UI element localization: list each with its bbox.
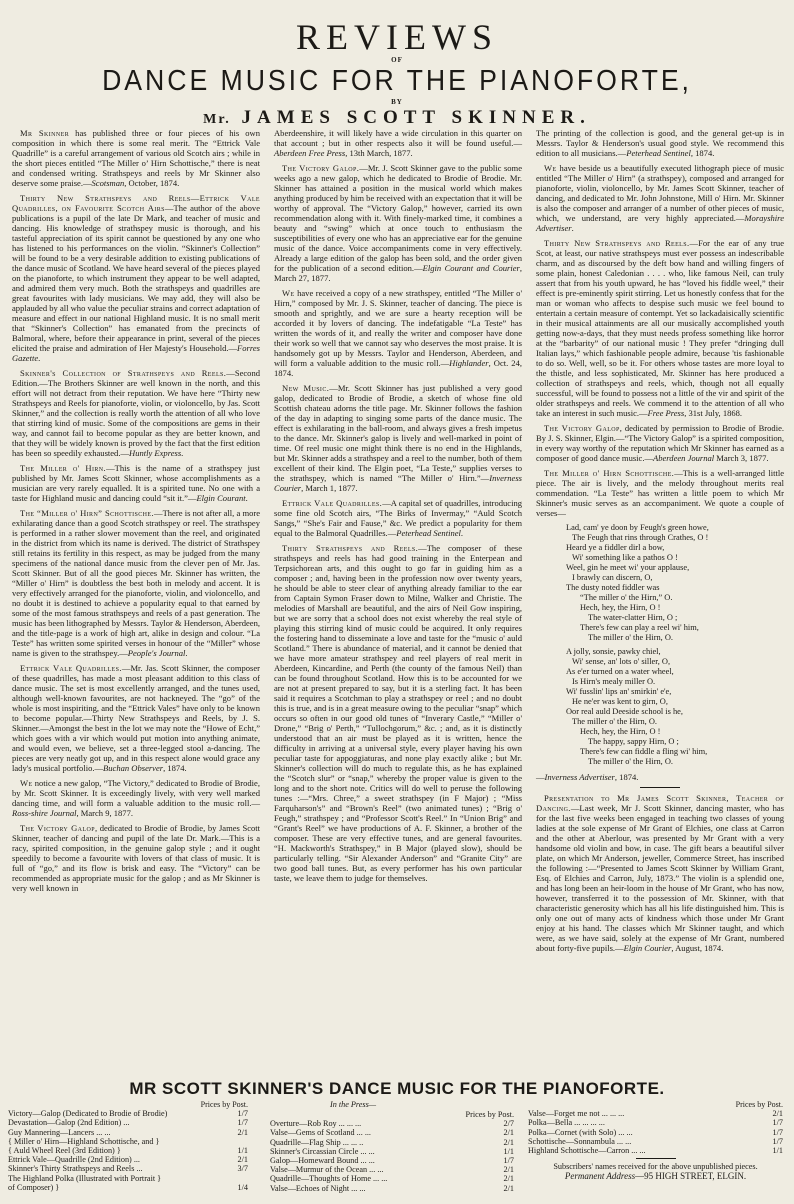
- price-list-item: [270, 1174, 514, 1183]
- item-price: [222, 1137, 248, 1146]
- review-date: , March 9, 1877.: [76, 808, 133, 818]
- item-price: 1/7: [772, 1136, 783, 1146]
- review-entry: [536, 238, 784, 418]
- poem-line: Wi' fusslin' lips an' smirkin' e'e,: [566, 687, 672, 696]
- review-source: Buchan Observer: [103, 763, 164, 773]
- review-date: , 31st July, 1868.: [684, 408, 743, 418]
- poem-line: The miller o' the Hirn, O.: [572, 717, 658, 726]
- review-body: —This is a well-arranged little piece. The air is lively, and the melody throughout merits real commendation. “La Teste” has written a little poem to which Mr Skinner's music serves as an accompaniment. We quote a couple of verses—: [536, 468, 784, 518]
- review-column-3-body: [536, 128, 784, 518]
- review-lead: New Music.: [282, 383, 330, 393]
- item-title: Guy Mannering—Lancers ... ...: [8, 1127, 111, 1137]
- item-title: Galop—Homeward Bound ... ...: [270, 1156, 375, 1166]
- published-items: [8, 1109, 248, 1192]
- item-title: Skinner's Thirty Strathspeys and Reels ...: [8, 1164, 143, 1174]
- poem-line: The happy, sappy Hirn, O ;: [588, 737, 679, 746]
- review-body: —Mr. Scott Skinner has just published a very good galop, dedicated to Brodie of Brodie, a sketch of whose fine old Scottish chateau adorns the title page. Mr. Skinner follows the fashion of the day in adapting to singing some parts of the dance music. The effect is exhilarating in the ball-room, and always gives a fresh impetus to the dance. Mr. Skinner's galop is lively and well-marked in point of time. Of reel music one might think there is no end in the Highlands, but Mr. Skinner adds a strathspey and a reel to the number, both of them excellent of their kind. The Elgin poet, “La Teste,” supplies verses to the strathspey, which is named “The Miller o' Hirn.”—: [274, 383, 522, 483]
- review-lead: Ettrick Vale Quadrilles.: [282, 498, 383, 508]
- poem-source: Inverness Advertiser: [544, 772, 615, 782]
- review-date: , 1874.: [690, 148, 715, 158]
- review-body: —A capital set of quadrilles, introducing some fine old Scotch airs, “The Birks of Invermay,” “Auld Scotch Sangs,” “She's Fair and Fause,” &c. We predict a popularity for them equal to the Balmoral Quadrilles.—: [274, 498, 522, 538]
- review-date: .: [185, 648, 188, 658]
- review-entry: [536, 423, 784, 463]
- item-title: Valse—Forget me not ... ... ...: [528, 1109, 625, 1119]
- review-source: Elgin Courant: [196, 493, 246, 503]
- in-press-items-2: [528, 1109, 783, 1155]
- item-title: Highland Schottische—Carron ... ...: [528, 1146, 646, 1156]
- review-date: March 3, 1877.: [714, 453, 769, 463]
- review-body: —The author of the above publications is a pupil of the late Dr Mark, and teacher of music and dancing. His knowledge of strathspey music is thorough, and his tasteful appreciation of its spirit cannot be questioned by any one who has listened to his performances on the violin. “Skinner's Collection” will be found to be a very desirable addition to existing publications of the dance music of Scotland. We have heard several of the pieces played on the pianoforte, to which instrument they appear to be well adapted, and admired them very much. Both the strathspeys and quadrilles are great favourites with lady musicians. We may add, they will also be applauded by all who value the peculiar strains and correct adaptation of measure and effect in our national Highland music. It is no small merit that “Skinner's Collection” has emanated from the precincts of Balmoral, where, before their appearance in print, several of the pieces elicited the praise and admiration of Her Majesty's Household.—: [12, 203, 261, 353]
- price-list-item: [8, 1155, 248, 1164]
- item-title: Valse—Gems of Scotland ... ...: [270, 1128, 371, 1138]
- item-price: 1/7: [772, 1118, 783, 1128]
- in-press-items: [270, 1119, 514, 1193]
- review-date: , March 27, 1877.: [274, 263, 523, 283]
- poem-line: Is Hirn's mealy miller O.: [572, 677, 656, 686]
- review-columns: [12, 128, 784, 1068]
- price-list-item: [528, 1109, 783, 1118]
- item-price: 1/7: [503, 1156, 514, 1166]
- poem-line: The miller o' the Hirn, O.: [588, 633, 674, 642]
- poem-stanza: [566, 523, 784, 643]
- review-lead: Mr Skinner: [20, 128, 70, 138]
- review-date: .: [460, 528, 464, 538]
- review-source: Aberdeen Free Press: [274, 148, 346, 158]
- review-entry: [274, 128, 522, 158]
- item-title: Devastation—Galop (2nd Edition) ...: [8, 1118, 130, 1128]
- item-price: 2/1: [503, 1174, 514, 1184]
- poem-line: Wi' something like a pathos O !: [572, 553, 678, 562]
- prices-header: Prices by Post.: [200, 1100, 248, 1109]
- item-title: The Highland Polka (Illustrated with Portrait }: [8, 1173, 162, 1183]
- price-list-item: [270, 1128, 514, 1137]
- item-title: Quadrille—Flag Ship ... ... ..: [270, 1137, 364, 1147]
- review-date: .: [38, 353, 41, 363]
- poem-line: Lad, cam' ye doon by Feugh's green howe,: [566, 523, 709, 532]
- review-body: —The composer of these strathspeys and reels has had good training in the Enterpean and Terpsichorean arts, and this ought to go far in guiding him as a composer ; and, having been in the profession now over twenty years, he should be able to steer clear of anything already familiar to the ear from Captain Symon Fraser down to Milne, Walker and Christie. The melodies of Marshall are beautiful, and the airs of Neil Gow inspiring, but we are sorry that a school does not exist whereby the real style of playing this stirring kind of music could be acquired. It only requires the fostering hand to disseminate a love and taste for the “music o' auld Scotland.” There is abundance of material, and it cannot be denied that we have more amateur strathspey and reel players of real merit in Aberdeen, Kincardine, and Perth (the county of the famous Neil) than can be found throughout Scotland. How this is to be accounted for we are not at present prepared to say, but it is a sterling fact. It has been said it requires a Scotchman to play a strathspey or reel ; and no doubt this is true, and is in a great measure owing to the peculiar “snap” which occurs so often in our good old tunes of “Inverary Castle,” “Miller o' Drone,” “Brig o' Perth,” “Tullochgorum,” &c. ; and, as it is distinctly understood that an air must be played as it is written, hence the difficulty in arriving at a universal style, every player having his own peculiar taste for appoggiaturas, and none play exactly alike ; but Mr. Skinner's collection will do much to regulate this, as he has explained the “Scotch slur” or “snap,” whereby the proper value is given to the long and to the short note. Critics will do well to peruse the following tunes :—“Mrs. Chree,” a sweet strathspey (in F Major) ; “Miss Farquharson's” and “Brown's Reel” (two animated tunes) ; “Brig o' Feugh,” strathspey ; and “Professor Scott's Reel.” In “Union Brig” and “Grant's Reel” we have productions of A. F. Skinner, a brother of the composer. These are very effective tunes, and are general favourites. “H. Mackworth's Strathspey,” in B Major (played slow), should be particularly telling. “Sir Alexander Anderson” and “Granite City” are two good ball tunes. But, as every performer has his own particular taste, we leave them to judge for themselves.: [274, 543, 522, 883]
- poem-citation: —Inverness Advertiser, 1874.: [536, 772, 639, 782]
- review-date: , March 1, 1877.: [301, 483, 358, 493]
- review-entry: [274, 288, 522, 378]
- price-list-item: [8, 1109, 248, 1118]
- price-list-item: [8, 1164, 248, 1173]
- review-body: —Last week, Mr J. Scott Skinner, dancing master, who has for the last five weeks been engaged in teaching two classes of young ladies at the sole expense of Mr Grant of Elchies, one class at Carron and the other at Aberlour, was presented by Mr Grant with a very handsome old violin and bow, in case. The gift bears a beautiful silver plate, on which Mr Anderson, jeweller, Commerce Street, has inscribed the following :—“Presented to James Scott Skinner by William Grant, Esq. of Elchies and Carron, July, 1873.” The violin is a splendid one, and has long been an heir-loom in the house of Mr Grant, who has now, however, transferred it to the possession of Mr. Skinner, with that characteristic generosity which has all his life distinguished him. This is only one out of many acts of kindness which those under Mr Grant enjoy at his hand. The classes which Mr Skinner taught, and which were, as we have said, solely at the expense of Mr Grant, numbered about forty-five pupils.—: [536, 803, 784, 953]
- review-entry: [12, 663, 260, 773]
- item-price: 2/1: [772, 1109, 783, 1119]
- price-list-item: [8, 1137, 248, 1146]
- review-body: —For the ear of any true Scot, at least, our native strathspeys must ever possess an indescribable charm, and as discoursed by the deft bow hand and willing fingers of some plain, honest Caledonian . . . . who, like famous Neil, can truly assert that from his youth upward, he has “loved his fiddle weel,” their effect is pre-eminently spirit stirring. Let us honestly confess that for the man or woman who affects to despise such music we feel bound to entertain a certain measure of contempt. Yet so lackadaisically scientific in their musical attainments are all our musically accomplished youth getting now-a-days, that they must needs profess something like horror at the “barbarity” of our national music ! They prefer “dringing dull Italian lays,” which fashionable people admire, because 'tis fashionable to do so. Well, well, so be it. For others whose tastes are more loyal to the thistle, and less sophisticated, Mr. Skinner has here produced a collection of strathspeys and reels, which, though not all equally successful, will be found to possess not a little of the vir and spirit of the older strathspeys and reels. We commend it to the attention of all who take an interest in such music.—: [536, 238, 784, 418]
- review-presentation: [536, 793, 784, 953]
- poem-line: Wi' sense, an' lots o' siller, O,: [572, 657, 671, 666]
- review-entry: [12, 193, 260, 363]
- review-source: Peterhead Sentinel: [626, 148, 691, 158]
- price-list-item: [528, 1146, 783, 1155]
- review-entry: [536, 128, 784, 158]
- item-price: 2/1: [503, 1128, 514, 1138]
- poem-line: Weel, gin he meet wi' your applause,: [566, 563, 690, 572]
- review-entry: [12, 463, 260, 503]
- price-list-item: [270, 1119, 514, 1128]
- review-source: Elgin Courant and Courier: [422, 263, 520, 273]
- poem-line: Hech, hey, the Hirn, O !: [580, 603, 661, 612]
- review-source: Aberdeen Journal: [653, 453, 715, 463]
- poem-stanza: [566, 647, 784, 767]
- review-body: —Second Edition.—The Brothers Skinner are well known in the north, and this effort will not detract from their reputation. We have here “Thirty new Strathspeys and Reels for pianoforte, violin, or violoncello, by Jas. Scott Skinner,” and the collection is really worth the attention of all who love that stirring kind of music. Some of the compositions are gems in their way, and cannot fail to become popular as they are better known, and that they will be widely known is proved by the fact that the first edition has been so speedily exhausted.—: [12, 368, 260, 458]
- poem-line: I brawly can discern, O,: [572, 573, 653, 582]
- item-price: 2/1: [237, 1155, 248, 1165]
- item-title: Quadrille—Thoughts of Home ... ...: [270, 1174, 388, 1184]
- item-price: 2/1: [237, 1127, 248, 1137]
- review-lead: Skinner's Collection of Strathspeys and Reels.: [20, 368, 227, 378]
- item-price: [222, 1174, 248, 1183]
- price-list-item: [8, 1183, 248, 1192]
- price-list-item: [270, 1147, 514, 1156]
- review-date: .: [181, 448, 184, 458]
- price-list-item: [8, 1146, 248, 1155]
- poem-line: Heard ye a fiddler dirl a bow,: [566, 543, 665, 552]
- item-title: { Miller o' Hirn—Highland Schottische, and }: [8, 1136, 160, 1146]
- item-price: 1/1: [503, 1146, 514, 1156]
- item-price: 1/7: [237, 1109, 248, 1119]
- poem-line: The water-clatter Hirn, O ;: [588, 613, 678, 622]
- review-entry: [12, 508, 260, 658]
- review-lead: Presentation to Mr James Scott Skinner, Teacher of Dancing.: [536, 793, 784, 813]
- review-date: , Oct. 24, 1874.: [274, 358, 522, 378]
- item-title: of Composer) }: [8, 1182, 60, 1192]
- review-source: Scotsman: [91, 178, 125, 188]
- review-body: , dedicated by permission to Brodie of Brodie. By J. S. Skinner, Elgin.—“The Victory Galop” is a spirited composition, in every way worthy of the reputation which Mr Skinner has earned as a composer of good dance music.—: [536, 423, 785, 463]
- review-source: Forres Gazette: [12, 343, 260, 363]
- price-list-item: [270, 1165, 514, 1174]
- item-price: 1/7: [772, 1127, 783, 1137]
- review-lead: The Victory Galop: [20, 823, 95, 833]
- review-entry: [12, 823, 260, 893]
- page-header: [0, 18, 794, 131]
- price-list-item: [8, 1118, 248, 1127]
- item-price: 1/1: [237, 1146, 248, 1156]
- review-entry: [536, 468, 784, 518]
- item-title: Polka—Bella ... ... ... ...: [528, 1118, 605, 1128]
- item-title: Overture—Rob Roy ... ... ...: [270, 1119, 362, 1129]
- review-date: , August, 1874.: [671, 943, 724, 953]
- price-list-item: [270, 1184, 514, 1193]
- poem-line: A jolly, sonsie, pawky chiel,: [566, 647, 661, 656]
- review-date: , October, 1874.: [124, 178, 180, 188]
- poem-line: The miller o' the Hirn, O.: [588, 757, 674, 766]
- divider-rule: [636, 1158, 676, 1159]
- advert-price-list: [8, 1100, 788, 1204]
- review-entry: [12, 128, 260, 188]
- advert-title: MR SCOTT SKINNER'S DANCE MUSIC FOR THE PIANOFORTE.: [129, 1079, 665, 1098]
- item-price: 1/7: [237, 1118, 248, 1128]
- price-list-item: [8, 1174, 248, 1183]
- review-entry: [274, 498, 522, 538]
- item-price: 2/1: [503, 1183, 514, 1193]
- review-column-1: [12, 128, 260, 1068]
- review-lead: The Miller o' Hirn.: [20, 463, 107, 473]
- item-price: 2/1: [503, 1165, 514, 1175]
- published-list: [8, 1100, 248, 1192]
- price-list-item: [270, 1156, 514, 1165]
- item-title: Ettrick Vale—Quadrille (2nd Edition) ...: [8, 1155, 140, 1165]
- review-source: Inverness Courier: [274, 473, 522, 493]
- prices-header: Prices by Post.: [465, 1110, 514, 1119]
- review-lead: We: [544, 163, 557, 173]
- review-lead: Thirty New Strathspeys and Reels.: [544, 238, 690, 248]
- poem-line: There's few can fiddle a fling wi' him,: [580, 747, 708, 756]
- review-source: Ross-shire Journal: [12, 808, 77, 818]
- item-title: Schottische—Sonnambula ... ...: [528, 1136, 632, 1146]
- in-press-list: [270, 1100, 514, 1193]
- poem-line: The dusty noted fiddler was: [566, 583, 660, 592]
- poem-line: “The miller o' the Hirn,” O.: [580, 593, 673, 602]
- review-source: Morayshire Advertiser: [536, 213, 784, 233]
- poem: [566, 523, 784, 767]
- item-price: 2/7: [503, 1119, 514, 1129]
- in-press-header-row: [270, 1100, 514, 1119]
- poem-date: , 1874.: [614, 772, 639, 782]
- item-price: 3/7: [237, 1164, 248, 1174]
- review-body: —There is not after all, a more exhilarating dance than a good Scotch strathspey or reel. The strathspey is performed in a rather slower movement than the reel, and originated in the district from which its name is derived. The district of Strathspey still retains its fertility in this respect, as may be judged from the many specimens of the national dance music from the clever pen of Mr. Jas. Scott Skinner. But of all the good pieces Mr. Skinner has written, the “Miller o' Hirn” is doubtless the best both in melody and accent. It is very effectively arranged for the pianoforte, violin, and violoncello, and no doubt it is destined to achieve a popularity equal to that earned by some of the most famous strathspeys and reels of a past generation. The music has been lithographed by Messrs. Taylor & Henderson, Aberdeen, and the title-page is a work of high art, alike in design and colour. “La Teste” has written some spirited verses in honour of the “Miller” whose name is given to the strathspey.—: [12, 508, 261, 658]
- review-lead: We: [282, 288, 295, 298]
- review-lead: The Miller o' Hirn Schottische.: [544, 468, 675, 478]
- review-entry: [274, 163, 522, 283]
- review-lead: The Victory Galop: [544, 423, 620, 433]
- review-body: —Mr. J. Scott Skinner gave to the public some weeks ago a new galop, which he dedicated to Brodie of Brodie. Mr. Skinner has attained a position in the musical world which makes anything produced by him be received with an expectation that it will be worthy of approval. The “Victory Galop,” however, carried its own recommendation along with it. With finely-marked time, it combines a beauty and “swing” which at once touch to enthusiasm the susceptibilities of every one who has an appreciative ear for the genuine music of the dance. Voice accompaniments come in very effectively. Already a large edition of the galop has been sold, and the order given for the publication of a second edition.—: [274, 163, 522, 273]
- item-title: { Auld Wheel Reel (3rd Edition) }: [8, 1146, 121, 1156]
- item-title: Valse—Echoes of Night ... ...: [270, 1183, 366, 1193]
- item-title: Victory—Galop (Dedicated to Brodie of Brodie): [8, 1109, 168, 1119]
- poem-line: The Feugh that rins through Crathes, O !: [572, 533, 709, 542]
- poem-line: Hech, hey, the Hirn, O !: [580, 727, 661, 736]
- review-date: , 13th March, 1877.: [345, 148, 413, 158]
- review-lead: Ettrick Vale Quadrilles.: [20, 663, 122, 673]
- review-date: .: [245, 493, 248, 503]
- review-body: , dedicated to Brodie of Brodie, by James Scott Skinner, teacher of dancing and pupil of the late Dr. Mark.—This is a racy, spirited composition, in the genuine galop style ; and it ought speedily to become a favourite with lovers of that class of music. It is full of “go,” and its flow is brisk and easy. The “Victory” can be recommended as appropriate music for the galop ; and as Mr Skinner is very well known in: [12, 823, 261, 893]
- review-source: Free Press: [647, 408, 685, 418]
- review-source: Peterhead Sentinel: [396, 528, 461, 538]
- review-entry: [274, 383, 522, 493]
- item-price: 2/1: [503, 1137, 514, 1147]
- review-column-3: [536, 128, 784, 1068]
- review-entry: [274, 543, 522, 883]
- subscribers-note: Subscribers' names received for the above unpublished pieces.: [553, 1162, 758, 1172]
- author-name: JAMES SCOTT SKINNER.: [241, 107, 591, 128]
- review-lead: Thirty Strathspeys and Reels.: [282, 543, 419, 553]
- item-price: 1/1: [772, 1146, 783, 1156]
- review-body: notice a new galop, “The Victory,” dedicated to Brodie of Brodie, by Mr. Scott Skinner. It is exceedingly lively, with very well marked dancing time, and will form a valuable addition to the music roll.—: [12, 778, 260, 808]
- review-source: Elgin Courier: [623, 943, 672, 953]
- price-list-item: [8, 1128, 248, 1137]
- review-entry: [536, 163, 784, 233]
- review-body: have received a copy of a new strathspey, entitled “The Miller o' Hirn,” composed by Mr. J. S. Skinner, teacher of dancing. The piece is smooth and sprightly, and we are sure a hearty reception will be accorded it by lovers of dancing. The indefatigable “La Teste” has written the words of it, and really the writer and composer have done their work so well that we cannot say who deserves the most praise. It is handsomely got up by Messrs. Taylor and Henderson, Aberdeen, and will form a valuable addition to the music roll.—: [274, 288, 522, 368]
- poem-line: He ne'er was kent to girn, O,: [572, 697, 668, 706]
- review-lead: We: [20, 778, 33, 788]
- in-press-label: In the Press—: [330, 1100, 377, 1109]
- review-entry: [12, 368, 260, 458]
- poem-line: Oor real auld Deeside school is he,: [566, 707, 683, 716]
- review-body: —This is the name of a strathspey just published by Mr. James Scott Skinner, whose accomplishments as a musician are very rarely equalled. It is a spirited tune. No one with a taste for Highland music and dancing could “sit it.”—: [12, 463, 260, 503]
- review-lead: The Victory Galop.: [282, 163, 360, 173]
- title-subtitle: DANCE MUSIC FOR THE PIANOFORTE,: [102, 65, 692, 97]
- review-entry: [12, 778, 260, 818]
- review-date: , 1874.: [163, 763, 187, 773]
- review-lead: Thirty New Strathspeys and Reels—Ettrick Vale Quadrilles, on Favourite Scotch Airs: [12, 193, 260, 213]
- address: —95 HIGH STREET, ELGIN.: [635, 1171, 747, 1182]
- review-body: Aberdeenshire, it will likely have a wide circulation in this quarter on that account ; but in other respects also it will be found useful.—: [274, 128, 522, 148]
- item-title: Valse—Murmur of the Ocean ... ...: [270, 1165, 384, 1175]
- title-reviews: REVIEWS: [296, 17, 498, 57]
- prices-header: Prices by Post.: [735, 1100, 783, 1109]
- title-of: OF: [391, 56, 403, 64]
- item-title: Skinner's Circassian Circle ... ...: [270, 1146, 375, 1156]
- poem-line: There's few can play a reel wi' him,: [580, 623, 699, 632]
- review-date: .: [571, 223, 574, 233]
- review-source: Huntly Express: [129, 448, 182, 458]
- poem-line: As e'er turned on a water wheel,: [566, 667, 674, 676]
- item-title: Polka—Cornet (with Solo) ... ...: [528, 1127, 633, 1137]
- review-body: have beside us a beautifully executed lithograph piece of music entitled “The Miller o' Hirn” (a strathspey), composed and arranged for pianoforte, violin, violoncello, by Mr. James Scott Skinner, teacher of dancing, and dedicated to Mr. John Johnstone, Mill o' Hirn. Mr. Skinner is also the composer and arranger of a number of other pieces of music, which, we understand, are very highly appreciated.—: [536, 163, 784, 223]
- price-list-item: [528, 1118, 783, 1127]
- price-list-item: [528, 1128, 783, 1137]
- author-prefix: Mr.: [203, 112, 231, 127]
- review-column-2: [274, 128, 522, 1068]
- title-by: BY: [391, 98, 403, 106]
- price-list-item: [528, 1137, 783, 1146]
- price-list-item: [270, 1138, 514, 1147]
- review-body: has published three or four pieces of his own composition in which there is some real merit. The “Ettrick Vale Quadrille” is a careful arrangement of various old Scotch airs ; while in the short pieces entitled “The Miller o’ Hirn Schottische,” there is neat and condensed writing. Strathspeys and reels by Mr Skinner also deserve some praise.—: [12, 128, 260, 188]
- item-price: 1/4: [237, 1182, 248, 1192]
- review-lead: The “Miller o' Hirn” Schottische.: [20, 508, 155, 518]
- review-body: —Mr. Jas. Scott Skinner, the composer of these quadrilles, has made a most pleasant addition to this class of dance music. The set is most excellently arranged, and the tunes used, although well-known favourites, are not hackneyed. The “go” of the whole is most inspiriting, and the “Ettrick Vales” have only to be known to become popular.—Thirty New Strathspeys and Reels, by J. S. Skinner.—Amongst the best in the lot we may note the “Howe of Echt,” which goes with a vir which would put motion into anything animate, and would even, we believe, set a three-legged stool a-dancing. The pieces are very neatly got up, and in this respect alone would grace any lady's musical portfolio.—: [12, 663, 260, 773]
- in-press-list-2: [528, 1100, 783, 1182]
- review-source: Highlander: [449, 358, 489, 368]
- address-line: [528, 1172, 783, 1181]
- review-source: People's Journal: [127, 648, 186, 658]
- address-label: Permanent Address: [564, 1171, 636, 1182]
- divider-rule: [640, 787, 680, 788]
- review-body: The printing of the collection is good, and the general get-up is in Messrs. Taylor & Henderson's usual good style. We recommend this edition to all musicians.—: [536, 128, 784, 158]
